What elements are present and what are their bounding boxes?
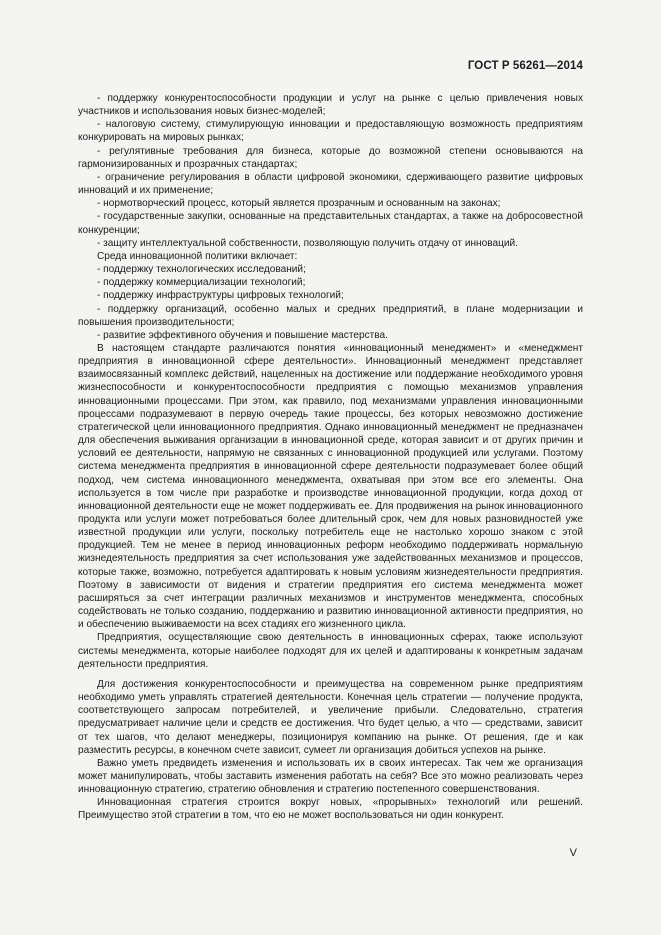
standard-designation: ГОСТ Р 56261—2014: [467, 60, 583, 72]
list-item: - защиту интеллектуальной собственности, позволяющую получить отдачу от инноваций.: [97, 237, 518, 249]
list-item: - поддержку коммерциализации технологий;: [97, 277, 306, 289]
page-number: V: [569, 847, 577, 859]
list-item: - налоговую систему, стимулирующую инновации и предоставляющую возможность предприятиям конкурировать на мировых рынках;: [78, 119, 583, 144]
paragraph: В настоящем стандарте различаются понятия «инновационный менеджмент» и «менеджмент предприятия в инновационной сфере деятельности». Инновационный менеджмент представляет взаимосвязанный комплекс действий, нацеленных на достижение или поддержание необходимого уровня жизнеспособности и конкурентоспособности предприятия с помощью механизмов управления инновационными процессами. При этом, как правило, под механизмами управления инновационными процессами подразумевают в первую очередь такие процессы, без которых невозможно достижение стратегической цели инновационного предприятия. Однако инновационный менеджмент не предназначен для обеспечения выживания организации в инновационной среде, которая зависит и от других причин и условий ее деятельности, напрямую не связанных с инновационной продукцией или услугами. Поэтому система менеджмента предприятия в инновационной сфере деятельности подразумевает более общий подход, чем система инновационного менеджмента, охватывая при этом все его элементы. Она используется в том числе при разработке и производстве инновационной продукции, когда доход от инновационной деятельности еще не может поддерживать ее. Для продвижения на рынок инновационного продукта или услуги может потребоваться более длительный срок, чем для новых разновидностей уже известной продукции или услуги, поскольку потребитель еще не настолько хорошо знаком с этой продукцией. Тем не менее в период инновационных реформ необходимо поддерживать нормальную жизнедеятельность предприятия за счет использования уже задействованных механизмов и процессов, которые также, возможно, потребуется адаптировать к новым условиям жизнедеятельности предприятия. Поэтому в зависимости от видения и стратегии предприятия его система менеджмента может расширяться за счет интеграции различных механизмов и инструментов менеджмента, способных содействовать не только созданию, поддержанию и развитию инновационной активности предприятия, но и обеспечению выживаемости на всех стадиях его жизненного цикла.: [78, 342, 583, 631]
list-item: - нормотворческий процесс, который является прозрачным и основанным на законах;: [97, 198, 501, 210]
list-item: - ограничение регулирования в области цифровой экономики, сдерживающего развитие цифровых инноваций и их применение;: [78, 171, 583, 197]
paragraph: Для достижения конкурентоспособности и преимущества на современном рынке предприятиям необходимо уметь управлять стратегией деятельности. Конечная цель стратегии — получение продукта, соответствующего запросам потребителей, и увеличение прибыли. Следовательно, стратегия предусматривает наличие цели и средств ее достижения. Что будет целью, а что — средствами, зависит от тех шагов, что делают менеджеры, позиционируя компанию на рынке. От решения, где и как разместить ресурсы, в конечном счете зависит, сумеет ли организация добиться успехов на рынке.: [78, 678, 583, 756]
paragraph: Предприятия, осуществляющие свою деятельность в инновационных сферах, также используют системы менеджмента, которые наиболее подходят для их целей и адаптированы к конкретным задачам деятельности предприятия.: [78, 632, 583, 670]
paragraph: Важно уметь предвидеть изменения и использовать их в своих интересах. Так чем же организация может манипулировать, чтобы заставить изменения работать на себя? Все это можно реализовать через инновационную стратегию, стратегию обновления и стратегию постепенного совершенствования.: [78, 757, 583, 796]
list-item: - поддержку организаций, особенно малых и средних предприятий, в плане модернизации и повышения производительности;: [78, 303, 583, 328]
document-body: [78, 92, 583, 823]
list-item: - поддержку конкурентоспособности продукции и услуг на рынке с целью привлечения новых участников и использования новых бизнес-моделей;: [78, 93, 583, 118]
list-item: - государственные закупки, основанные на представительных стандартах, а также на добросовестной конкуренции;: [78, 211, 583, 236]
paragraph: Инновационная стратегия строится вокруг новых, «прорывных» технологий или решений. Преимущество этой стратегии в том, что ею не может воспользоваться ни один конкурент.: [78, 797, 583, 822]
list-item: - поддержку технологических исследований;: [97, 264, 306, 276]
paragraph: Среда инновационной политики включает:: [97, 250, 298, 262]
list-item: - развитие эффективного обучения и повышение мастерства.: [97, 329, 388, 341]
list-item: - поддержку инфраструктуры цифровых технологий;: [97, 290, 344, 302]
list-item: - регулятивные требования для бизнеса, которые до возможной степени основываются на гармонизированных и прозрачных стандартах;: [78, 145, 583, 170]
